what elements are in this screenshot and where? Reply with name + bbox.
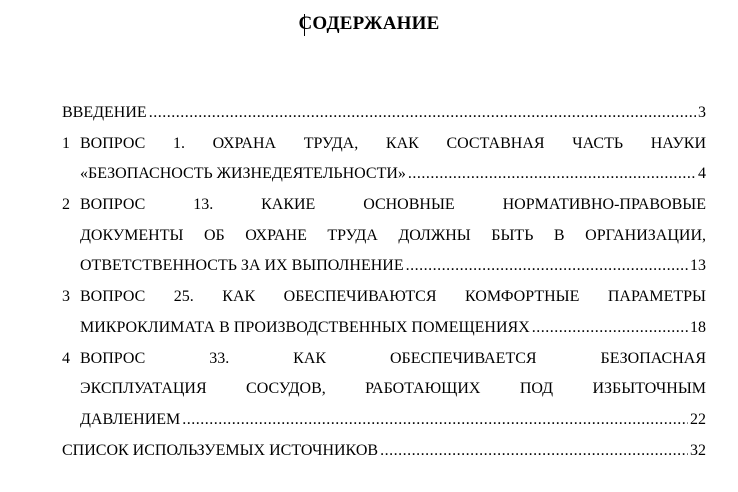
- toc-entry-line: ВОПРОС 13. КАКИЕ ОСНОВНЫЕ НОРМАТИВНО-ПРАВОВЫЕ: [80, 196, 706, 214]
- dot-leader: [149, 98, 696, 129]
- toc-entry-line: ЭКСПЛУАТАЦИЯ СОСУДОВ, РАБОТАЮЩИХ ПОД ИЗБЫТОЧНЫМ: [80, 380, 706, 398]
- dot-leader: [380, 436, 688, 467]
- table-of-contents: [62, 98, 706, 466]
- dot-leader: [532, 313, 688, 344]
- toc-entry-line: «БЕЗОПАСНОСТЬ ЖИЗНЕДЕЯТЕЛЬНОСТИ»: [80, 165, 406, 183]
- dot-leader: [408, 159, 696, 190]
- toc-entry-number: 1: [62, 134, 70, 152]
- toc-page-number: 4: [698, 165, 706, 183]
- toc-entry-intro[interactable]: [62, 98, 706, 129]
- toc-entry-line: ОТВЕТСТВЕННОСТЬ ЗА ИХ ВЫПОЛНЕНИЕ: [80, 257, 404, 275]
- toc-entry-sources[interactable]: [62, 436, 706, 467]
- toc-entry-line: МИКРОКЛИМАТА В ПРОИЗВОДСТВЕННЫХ ПОМЕЩЕНИЯХ: [80, 318, 530, 336]
- toc-entry-4[interactable]: [62, 344, 706, 436]
- toc-entry-line: ВОПРОС 33. КАК ОБЕСПЕЧИВАЕТСЯ БЕЗОПАСНАЯ: [80, 349, 706, 367]
- toc-entry-3[interactable]: [62, 282, 706, 343]
- toc-entry-line: ВОПРОС 1. ОХРАНА ТРУДА, КАК СОСТАВНАЯ ЧАСТЬ НАУКИ: [80, 134, 706, 152]
- toc-entry-1[interactable]: [62, 129, 706, 190]
- toc-entry-number: 3: [62, 288, 70, 306]
- toc-entry-2[interactable]: [62, 190, 706, 282]
- dot-leader: [406, 251, 688, 282]
- toc-page-number: 3: [698, 104, 706, 121]
- toc-entry-line: ДОКУМЕНТЫ ОБ ОХРАНЕ ТРУДА ДОЛЖНЫ БЫТЬ В ОРГАНИЗАЦИИ,: [80, 226, 706, 244]
- dot-leader: [182, 405, 688, 436]
- toc-entry-number: 4: [62, 349, 70, 367]
- page-title: СОДЕРЖАНИЕ: [298, 13, 440, 34]
- toc-page-number: 18: [690, 318, 706, 336]
- toc-entry-label: СПИСОК ИСПОЛЬЗУЕМЫХ ИСТОЧНИКОВ: [62, 441, 379, 459]
- toc-entry-line: ДАВЛЕНИЕМ: [80, 410, 181, 428]
- toc-page-number: 22: [690, 410, 706, 428]
- toc-entry-number: 2: [62, 196, 70, 214]
- toc-page-number: 13: [690, 257, 706, 275]
- toc-page-number: 32: [690, 441, 706, 459]
- toc-entry-label: ВВЕДЕНИЕ: [62, 104, 147, 121]
- toc-entry-line: ВОПРОС 25. КАК ОБЕСПЕЧИВАЮТСЯ КОМФОРТНЫЕ ПАРАМЕТРЫ: [80, 288, 706, 306]
